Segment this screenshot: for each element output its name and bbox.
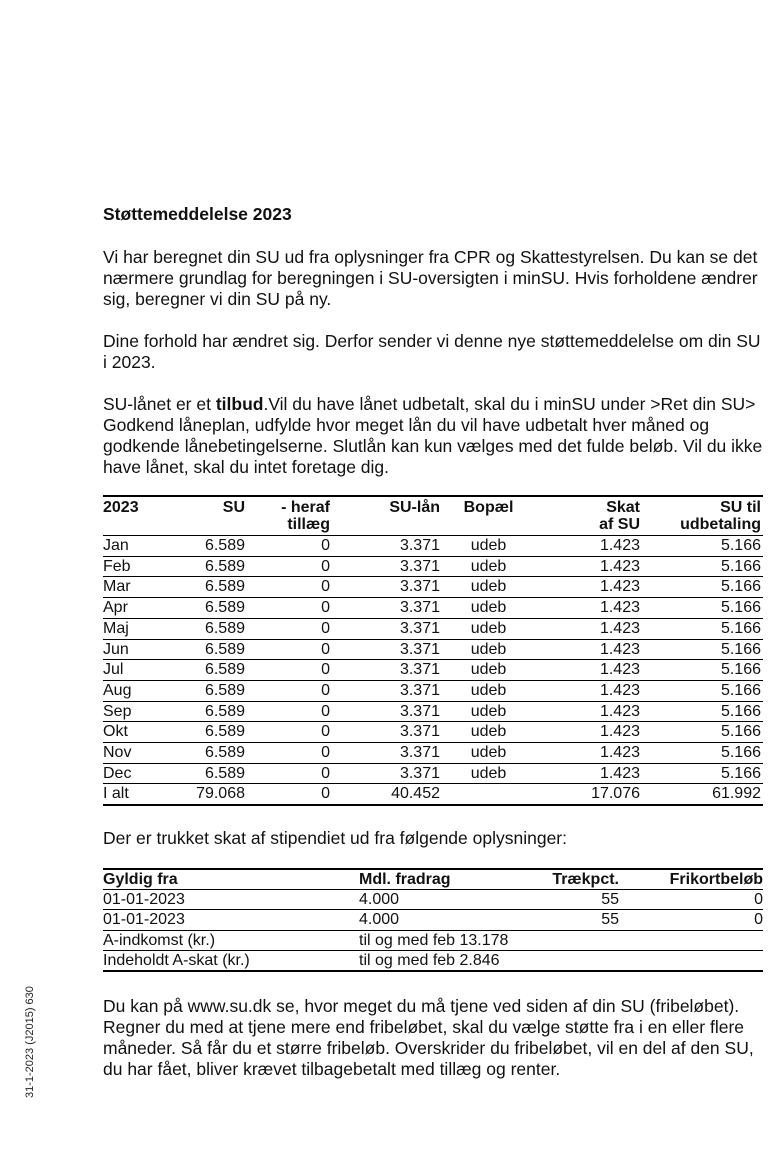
page-title: Støttemeddelelse 2023	[103, 204, 292, 224]
table-cell: Nov	[103, 743, 167, 764]
col-frikort: Frikortbeløb	[619, 869, 763, 890]
col-skat: Skat af SU	[537, 496, 642, 536]
table-cell: 5.166	[642, 536, 763, 557]
fribeloeb-paragraph: Du kan på www.su.dk se, hvor meget du må tjene ved siden af din SU (fribeløbet). Regner du med at tjene mere end fribeløbet, skal du vælge støtte fra i en eller flere måneder. Så får du et større fribeløb. Overskrider du fribeløbet, vil en del af den SU, du har fået, bliver krævet tilbagebetalt med tillæg og renter.	[103, 996, 754, 1080]
table-cell: 3.371	[332, 618, 442, 639]
table-cell: 3.371	[332, 680, 442, 701]
table-cell: Maj	[103, 618, 167, 639]
col-gyldig: Gyldig fra	[103, 869, 359, 890]
table-cell: udeb	[442, 722, 537, 743]
table-cell: 1.423	[537, 660, 642, 681]
table-cell: Dec	[103, 763, 167, 784]
loan-offer-bold: tilbud	[215, 394, 264, 414]
table-cell: Indeholdt A-skat (kr.)	[103, 951, 359, 972]
table-cell: 79.068	[167, 784, 247, 805]
table-cell: 6.589	[167, 701, 247, 722]
table-cell: 6.589	[167, 680, 247, 701]
col-bopael: Bopæl	[442, 496, 537, 536]
table-cell: 6.589	[167, 577, 247, 598]
changed-paragraph: Dine forhold har ændret sig. Derfor sender vi denne nye støttemeddelelse om din SU i 2023.	[103, 331, 761, 372]
table-cell: I alt	[103, 784, 167, 805]
table-cell: 0	[247, 763, 332, 784]
table-cell: Okt	[103, 722, 167, 743]
table-row	[103, 680, 763, 701]
table-cell: 3.371	[332, 639, 442, 660]
col-traekpct: Trækpct.	[509, 869, 619, 890]
col-su: SU	[167, 496, 247, 536]
table-cell: 6.589	[167, 536, 247, 557]
table-cell: 6.589	[167, 660, 247, 681]
tax-intro: Der er trukket skat af stipendiet ud fra følgende oplysninger:	[103, 828, 567, 849]
table-cell: udeb	[442, 598, 537, 619]
table-row	[103, 577, 763, 598]
table-cell: 6.589	[167, 743, 247, 764]
table-cell: 55	[509, 910, 619, 930]
col-udbetaling: SU til udbetaling	[642, 496, 763, 536]
table-cell: 5.166	[642, 639, 763, 660]
table-cell: 40.452	[332, 784, 442, 805]
su-table-header	[103, 496, 763, 536]
tax-table-header	[103, 869, 763, 890]
table-cell: Apr	[103, 598, 167, 619]
table-cell: 5.166	[642, 743, 763, 764]
letter-body	[103, 204, 763, 1080]
table-cell: udeb	[442, 639, 537, 660]
table-cell: 6.589	[167, 763, 247, 784]
table-cell: 0	[247, 680, 332, 701]
table-row	[103, 784, 763, 805]
table-cell: 1.423	[537, 536, 642, 557]
table-cell: 0	[247, 556, 332, 577]
table-cell: 6.589	[167, 722, 247, 743]
table-cell: Jul	[103, 660, 167, 681]
table-cell: Jun	[103, 639, 167, 660]
table-cell: 0	[247, 577, 332, 598]
table-cell: 3.371	[332, 598, 442, 619]
table-cell: 3.371	[332, 743, 442, 764]
table-cell: 17.076	[537, 784, 642, 805]
table-cell: 0	[619, 910, 763, 930]
loan-paragraph	[103, 394, 763, 478]
table-row	[103, 701, 763, 722]
table-cell: Feb	[103, 556, 167, 577]
table-row	[103, 951, 763, 972]
table-row	[103, 930, 763, 950]
table-cell: 5.166	[642, 660, 763, 681]
loan-text-start: SU-lånet er et	[103, 394, 216, 414]
table-cell: 3.371	[332, 701, 442, 722]
table-cell: 1.423	[537, 701, 642, 722]
loan-text-rest: .Vil du have lånet udbetalt, skal du i minSU under >Ret din SU> Godkend låneplan, udfylde hvor meget lån du vil have udbetalt hver måned og godkende lånebetingelserne. Slutlån kan kun vælges med det fulde beløb. Vil du ikke have lånet, skal du intet foretage dig.	[103, 394, 763, 477]
table-cell: 0	[247, 784, 332, 805]
table-cell: 0	[247, 639, 332, 660]
table-cell: udeb	[442, 660, 537, 681]
table-row	[103, 890, 763, 910]
table-cell: Aug	[103, 680, 167, 701]
table-cell: 1.423	[537, 598, 642, 619]
table-cell: 0	[247, 743, 332, 764]
table-cell: 61.992	[642, 784, 763, 805]
table-cell: udeb	[442, 701, 537, 722]
intro-paragraph: Vi har beregnet din SU ud fra oplysninger fra CPR og Skattestyrelsen. Du kan se det nærmere grundlag for beregningen i SU-oversigten i minSU. Hvis forholdene ændrer sig, beregner vi din SU på ny.	[103, 247, 758, 309]
table-cell: 6.589	[167, 618, 247, 639]
table-cell: 1.423	[537, 722, 642, 743]
table-row	[103, 556, 763, 577]
table-cell: 1.423	[537, 763, 642, 784]
table-cell: 01-01-2023	[103, 890, 359, 910]
table-cell: 1.423	[537, 639, 642, 660]
table-row	[103, 536, 763, 557]
table-cell: 3.371	[332, 763, 442, 784]
table-cell: til og med feb 2.846	[359, 951, 763, 972]
table-row	[103, 639, 763, 660]
table-cell: 5.166	[642, 763, 763, 784]
table-cell: 1.423	[537, 618, 642, 639]
table-cell: 5.166	[642, 598, 763, 619]
table-cell: udeb	[442, 763, 537, 784]
table-cell: Jan	[103, 536, 167, 557]
table-cell: 0	[247, 701, 332, 722]
table-row	[103, 618, 763, 639]
table-cell: 6.589	[167, 639, 247, 660]
table-cell: udeb	[442, 680, 537, 701]
table-cell	[442, 784, 537, 805]
table-cell: 1.423	[537, 680, 642, 701]
table-cell: 4.000	[359, 890, 509, 910]
table-cell: 3.371	[332, 556, 442, 577]
table-cell: 3.371	[332, 722, 442, 743]
table-cell: 01-01-2023	[103, 910, 359, 930]
table-cell: 3.371	[332, 536, 442, 557]
table-cell: 0	[247, 618, 332, 639]
table-cell: 1.423	[537, 556, 642, 577]
table-cell: Sep	[103, 701, 167, 722]
table-cell: 1.423	[537, 577, 642, 598]
tax-table	[103, 868, 763, 972]
table-cell: 4.000	[359, 910, 509, 930]
table-cell: 5.166	[642, 577, 763, 598]
table-row	[103, 763, 763, 784]
col-tillaeg: - heraf tillæg	[247, 496, 332, 536]
table-cell: udeb	[442, 618, 537, 639]
table-cell: 0	[619, 890, 763, 910]
table-cell: 5.166	[642, 618, 763, 639]
su-table	[103, 495, 763, 806]
table-cell: 0	[247, 598, 332, 619]
table-row	[103, 722, 763, 743]
table-cell: udeb	[442, 577, 537, 598]
col-year: 2023	[103, 496, 167, 536]
table-cell: 5.166	[642, 701, 763, 722]
col-fradrag: Mdl. fradrag	[359, 869, 509, 890]
table-cell: 0	[247, 536, 332, 557]
table-row	[103, 910, 763, 930]
table-cell: 0	[247, 660, 332, 681]
table-cell: 55	[509, 890, 619, 910]
table-cell: 5.166	[642, 680, 763, 701]
table-cell: Mar	[103, 577, 167, 598]
table-cell: 3.371	[332, 660, 442, 681]
table-cell: 6.589	[167, 556, 247, 577]
table-cell: A-indkomst (kr.)	[103, 930, 359, 950]
table-row	[103, 743, 763, 764]
table-cell: til og med feb 13.178	[359, 930, 763, 950]
table-cell: udeb	[442, 743, 537, 764]
table-cell: 5.166	[642, 556, 763, 577]
table-cell: 3.371	[332, 577, 442, 598]
table-cell: 0	[247, 722, 332, 743]
table-cell: udeb	[442, 536, 537, 557]
table-cell: udeb	[442, 556, 537, 577]
table-cell: 5.166	[642, 722, 763, 743]
table-cell: 6.589	[167, 598, 247, 619]
table-cell: 1.423	[537, 743, 642, 764]
document-code: 31-1-2023 (J2015) 630	[24, 986, 36, 1098]
col-laan: SU-lån	[332, 496, 442, 536]
table-row	[103, 660, 763, 681]
table-row	[103, 598, 763, 619]
